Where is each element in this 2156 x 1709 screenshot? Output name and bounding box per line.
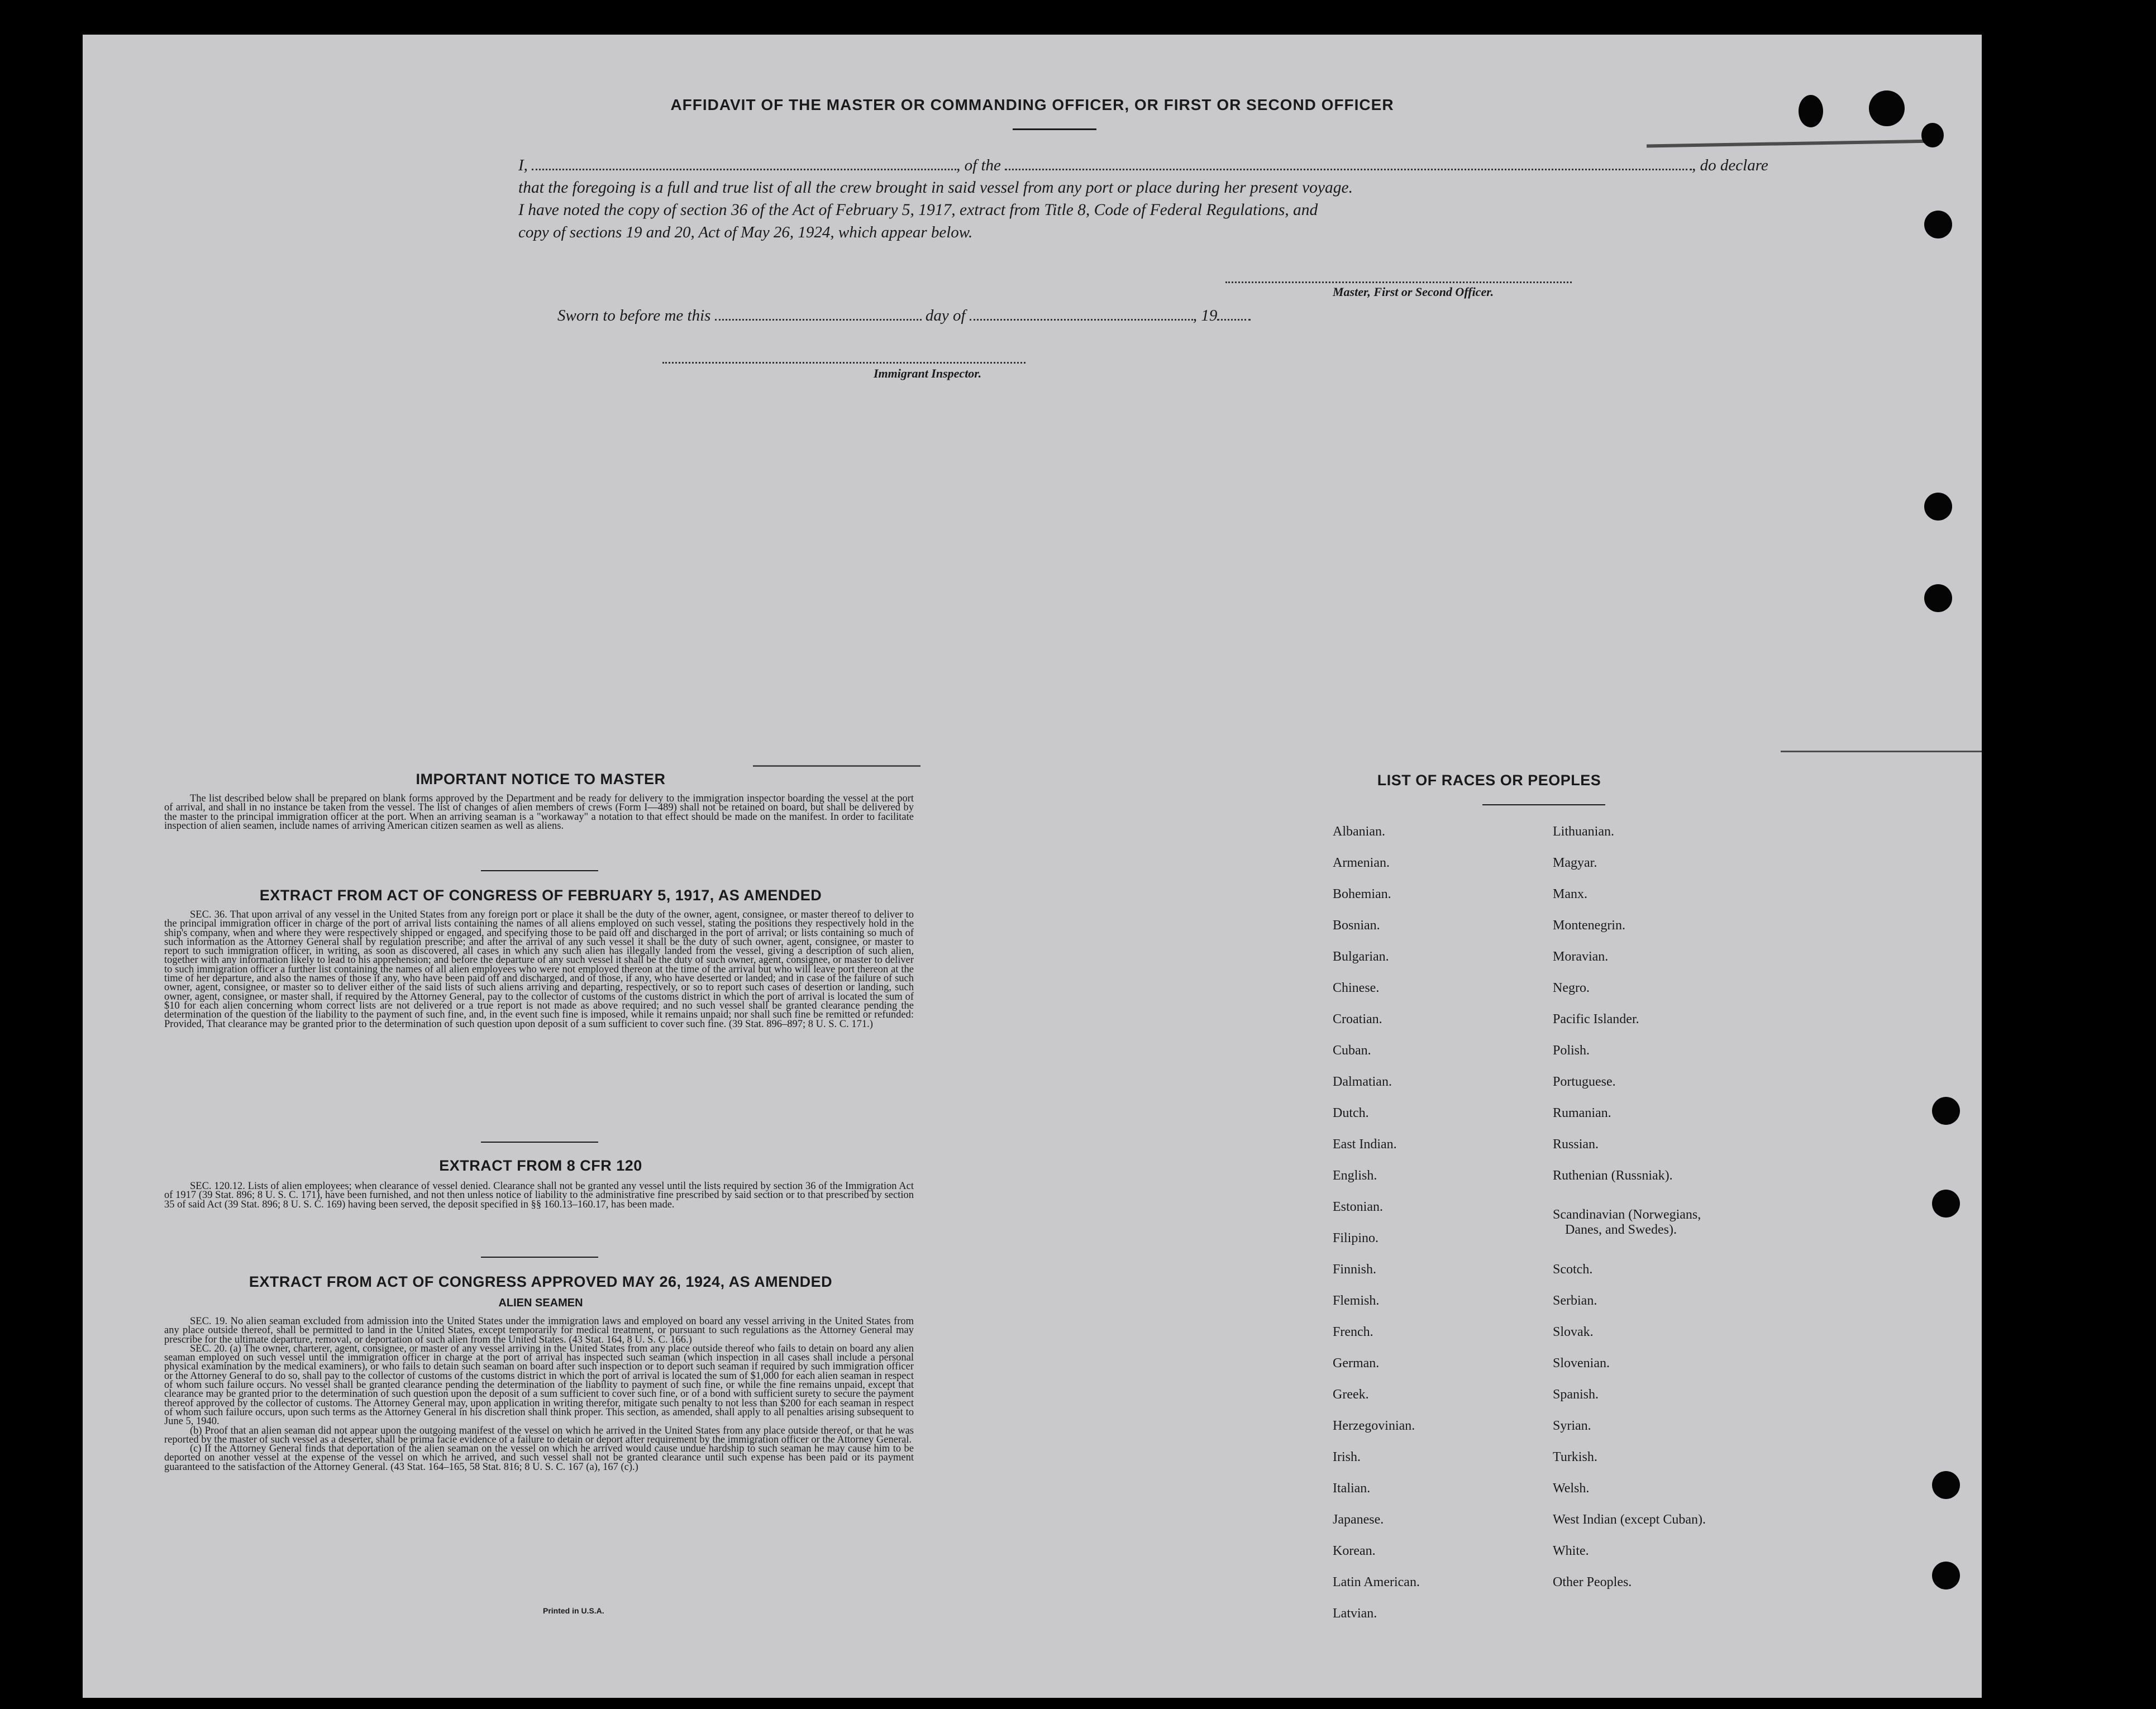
punch-hole-icon xyxy=(1932,1097,1960,1125)
race-item: Italian. xyxy=(1333,1481,1371,1496)
punch-hole-icon xyxy=(1924,211,1952,238)
printed-in-usa: Printed in U.S.A. xyxy=(543,1606,604,1615)
year-blank[interactable] xyxy=(1217,308,1251,321)
extract-1924-heading: EXTRACT FROM ACT OF CONGRESS APPROVED MAY 26, 1924, AS AMENDED xyxy=(249,1273,833,1290)
races-rule xyxy=(1482,804,1605,805)
race-item: Other Peoples. xyxy=(1553,1575,1632,1589)
race-item: Portuguese. xyxy=(1553,1075,1616,1089)
race-item: Estonian. xyxy=(1333,1200,1383,1214)
race-item: Chinese. xyxy=(1333,981,1380,995)
punch-hole-icon xyxy=(1924,584,1952,612)
extract-1917-heading: EXTRACT FROM ACT OF CONGRESS OF FEBRUARY 5, 1917, AS AMENDED xyxy=(259,887,822,904)
race-item: Latvian. xyxy=(1333,1606,1377,1621)
punch-hole-icon xyxy=(1921,123,1944,147)
master-signature-label: Master, First or Second Officer. xyxy=(1333,285,1494,299)
affidavit-title: AFFIDAVIT OF THE MASTER OR COMMANDING OFFICER, OR FIRST OR SECOND OFFICER xyxy=(670,96,1394,113)
race-item: Slovenian. xyxy=(1553,1356,1610,1371)
punch-hole-icon xyxy=(1932,1190,1960,1218)
races-column-2 xyxy=(1553,824,1706,1606)
race-item: Spanish. xyxy=(1553,1387,1599,1402)
race-item: Filipino. xyxy=(1333,1231,1379,1245)
race-item: Negro. xyxy=(1553,981,1590,995)
punch-hole-icon xyxy=(1932,1471,1960,1499)
race-item: English. xyxy=(1333,1168,1377,1183)
fold-tear-right xyxy=(1781,751,1982,752)
race-item: Dalmatian. xyxy=(1333,1075,1392,1089)
master-signature-line[interactable] xyxy=(1225,281,1572,283)
fold-tear-top xyxy=(1647,139,1937,147)
extract-1917-rule xyxy=(481,1142,598,1143)
race-item: Scotch. xyxy=(1553,1262,1593,1277)
notice-text: The list described below shall be prepared on blank forms approved by the Department and be ready for delivery to the immigration inspector boarding the vessel at the port of arrival, and shall in no instance be taken from the vessel. The list of changes of alien members of crews (Form I—489) shall not be retained on board, but shall be delivered by the master to the principal immigration officer at the port. When an arriving seaman is a "workaway" a notation to that effect should be made on the manifest. In order to facilitate inspection of alien seamen, include names of arriving American citizen seamen as well as aliens. xyxy=(164,793,914,832)
affidavit-line-3: I have noted the copy of section 36 of the Act of February 5, 1917, extract from Title 8, Code of Federal Regulations, and xyxy=(518,201,1318,219)
race-item: German. xyxy=(1333,1356,1380,1371)
affidavit-of-the: , of the xyxy=(956,156,1001,174)
sworn-text: Sworn to before me this xyxy=(557,307,711,324)
race-item: West Indian (except Cuban). xyxy=(1553,1512,1706,1527)
title-rule xyxy=(1013,128,1096,130)
race-item: Ruthenian (Russniak). xyxy=(1553,1168,1673,1183)
race-item: Serbian. xyxy=(1553,1293,1597,1308)
extract-1924-text xyxy=(164,1317,914,1472)
race-item: Japanese. xyxy=(1333,1512,1384,1527)
race-item: Croatian. xyxy=(1333,1012,1382,1027)
race-item: Bohemian. xyxy=(1333,887,1391,901)
sec-20c-paragraph: (c) If the Attorney General finds that deportation of the alien seaman on the vessel on which he arrived would cause undue hardship to such seaman he may cause him to be deported on another vessel at the expense of the vessel on which he arrived, and such vessel shall not be granted clearance until such expense has been paid or its payment guaranteed to the satisfaction of the Attorney General. (43 Stat. 164–165, 58 Stat. 816; 8 U. S. C. 167 (a), 167 (c).) xyxy=(164,1443,914,1473)
race-item: Albanian. xyxy=(1333,824,1385,839)
document-page xyxy=(83,35,1982,1698)
extract-cfr-rule xyxy=(481,1257,598,1258)
name-blank[interactable] xyxy=(532,157,956,170)
vessel-blank[interactable] xyxy=(1005,157,1692,170)
race-item: Greek. xyxy=(1333,1387,1369,1402)
inspector-signature-label: Immigrant Inspector. xyxy=(874,366,982,380)
race-item: Cuban. xyxy=(1333,1043,1371,1058)
race-item: Montenegrin. xyxy=(1553,918,1625,933)
race-item: Armenian. xyxy=(1333,856,1390,870)
punch-hole-icon xyxy=(1799,95,1823,127)
race-item: Finnish. xyxy=(1333,1262,1377,1277)
punch-hole-icon xyxy=(1869,90,1905,126)
race-item-continuation: Danes, and Swedes). xyxy=(1565,1223,1677,1237)
sec-20b-paragraph: (b) Proof that an alien seaman did not appear upon the outgoing manifest of the vessel on which he arrived in the United States from any place outside thereof, or that he was reported by the master of such vessel as a deserter, shall be prima facie evidence of a failure to detain or deport after requirement by the immigration officer or the Attorney General. xyxy=(164,1425,914,1445)
notice-rule xyxy=(481,870,598,871)
extract-cfr-text: SEC. 120.12. Lists of alien employees; when clearance of vessel denied. Clearance shall not be granted any vessel until the lists required by section 36 of the Immigration Act of 1917 (39 Stat. 896; 8 U. S. C. 171), have been furnished, and not then unless notice of liability to the administrative fine prescribed by said section or to that prescribed by section 35 of said Act (39 Stat. 896; 8 U. S. C. 169) having been served, the deposit specified in §§ 160.13–160.17, has been made. xyxy=(164,1181,914,1210)
race-item-scandinavian xyxy=(1553,1200,1706,1262)
race-item: East Indian. xyxy=(1333,1137,1397,1152)
races-heading: LIST OF RACES OR PEOPLES xyxy=(1377,772,1601,789)
race-item: Flemish. xyxy=(1333,1293,1380,1308)
race-item: White. xyxy=(1553,1544,1589,1558)
race-item: Irish. xyxy=(1333,1450,1361,1464)
affidavit-line-4: copy of sections 19 and 20, Act of May 26, 1924, which appear below. xyxy=(518,223,973,241)
race-item: Turkish. xyxy=(1553,1450,1597,1464)
fold-tear-middle xyxy=(753,765,920,767)
races-column-1 xyxy=(1333,824,1420,1638)
race-item: Rumanian. xyxy=(1553,1106,1611,1120)
race-item: French. xyxy=(1333,1325,1373,1339)
race-item: Bosnian. xyxy=(1333,918,1380,933)
race-item: Welsh. xyxy=(1553,1481,1590,1496)
extract-cfr-heading: EXTRACT FROM 8 CFR 120 xyxy=(439,1157,642,1174)
year-prefix: , 19 xyxy=(1193,307,1218,324)
day-of-text: day of xyxy=(925,307,966,324)
race-item: Pacific Islander. xyxy=(1553,1012,1639,1027)
affidavit-line-1 xyxy=(518,156,1768,175)
race-item: Bulgarian. xyxy=(1333,949,1389,964)
race-item: Lithuanian. xyxy=(1553,824,1614,839)
month-blank[interactable] xyxy=(970,308,1193,321)
race-item: Dutch. xyxy=(1333,1106,1369,1120)
race-item: Magyar. xyxy=(1553,856,1597,870)
extract-1917-text: SEC. 36. That upon arrival of any vessel in the United States from any foreign port or place it shall be the duty of the owner, agent, consignee, or master thereof to deliver to the principal immigration officer in charge of the port of arrival lists containing the names of all aliens employed on such vessel, stating the positions they respectively hold in the ship's company, when and where they were respectively shipped or engaged, and specifying those to be paid off and discharged in the port of arrival; or lists containing so much of such information as the Attorney General shall by regulation prescribe; and after the arrival of any such vessel it shall be the duty of such owner, agent, consignee, or master to report to such immigration officer, in writing, as soon as discovered, all cases in which any such alien has illegally landed from the vessel, giving a description of such alien, together with any information likely to lead to his apprehension; and before the departure of any such vessel it shall be the duty of such owner, agent, consignee, or master to deliver to such immigration officer a further list containing the names of all alien employees who were not employed thereon at the time of the arrival but who will leave port thereon at the time of her departure, and also the names of those if any, who have been paid off and discharged, and of those, if any, who have deserted or landed; and in case of the failure of such owner, agent, consignee, or master so to deliver either of the said lists of such aliens arriving and departing, respectively, or so to report such cases of desertion or landing, such owner, agent, consignee, or master shall, if required by the Attorney General, pay to the collector of customs of the customs district in which the port of arrival is located the sum of $10 for each alien concerning whom correct lists are not delivered or a true report is not made as above required; and no such vessel shall be granted clearance pending the determination of the question of the liability to the payment of such fine, and, in the event such fine is imposed, while it remains unpaid; nor shall such fine be remitted or refunded: Provided, That clearance may be granted prior to the determination of such question upon deposit of a sum sufficient to cover such fine. (39 Stat. 896–897; 8 U. S. C. 171.) xyxy=(164,909,914,1030)
sworn-line xyxy=(557,307,1251,325)
punch-hole-icon xyxy=(1932,1562,1960,1589)
race-item: Moravian. xyxy=(1553,949,1609,964)
alien-seamen-subheading: ALIEN SEAMEN xyxy=(498,1297,583,1309)
punch-hole-icon xyxy=(1924,493,1952,521)
sec-20a-paragraph: SEC. 20. (a) The owner, charterer, agent, consignee, or master of any vessel arriving in the United States from any place outside thereof who fails to detain on board any alien seaman employed on such vessel until the immigration officer in charge at the port of arrival has inspected such seaman (which inspection in all cases shall include a personal physical examination by the medical examiners), or who fails to detain such seaman on board after such inspection or to deport such seaman if required by such immigration officer or the Attorney General to do so, shall pay to the collector of customs of the customs district in which the port of arrival is located the sum of $1,000 for each alien seaman in respect of whom such failure occurs. No vessel shall be granted clearance pending the determination of the liability to payment of such fine, or while the fine remains unpaid, except that clearance may be granted prior to the determination of such question upon the deposit of a sum sufficient to cover such fine, or of a bond with sufficient surety to secure the payment thereof approved by the collector of customs. The Attorney General may, upon application in writing therefor, mitigate such penalty to not less than $200 for each seaman in respect of whom such failure occurs, upon such terms as the Attorney General in his discretion shall think proper. This section, as amended, shall apply to all penalties arising subsequent to June 5, 1940. xyxy=(164,1343,914,1428)
race-item: Syrian. xyxy=(1553,1419,1591,1433)
race-item: Scandinavian (Norwegians, xyxy=(1553,1207,1701,1222)
race-item: Slovak. xyxy=(1553,1325,1594,1339)
affidavit-line-2: that the foregoing is a full and true list of all the crew brought in said vessel from any port or place during her present voyage. xyxy=(518,179,1353,197)
notice-heading: IMPORTANT NOTICE TO MASTER xyxy=(416,771,666,787)
race-item: Herzegovinian. xyxy=(1333,1419,1415,1433)
sec-19-paragraph: SEC. 19. No alien seaman excluded from admission into the United States under the immigration laws and employed on board any vessel arriving in the United States from any place outside thereof, shall be permitted to land in the United States, except temporarily for medical treatment, or pursuant to such regulations as the Attorney General may prescribe for the ultimate departure, removal, or deportation of such alien from the United States. (43 Stat. 164, 8 U. S. C. 166.) xyxy=(164,1316,914,1345)
race-item: Latin American. xyxy=(1333,1575,1420,1589)
affidavit-i: I, xyxy=(518,156,528,174)
race-item: Polish. xyxy=(1553,1043,1590,1058)
race-item: Korean. xyxy=(1333,1544,1376,1558)
inspector-signature-line[interactable] xyxy=(662,362,1025,364)
race-item: Manx. xyxy=(1553,887,1587,901)
affidavit-do-declare: , do declare xyxy=(1692,156,1768,174)
race-item: Russian. xyxy=(1553,1137,1599,1152)
day-blank[interactable] xyxy=(715,308,922,321)
